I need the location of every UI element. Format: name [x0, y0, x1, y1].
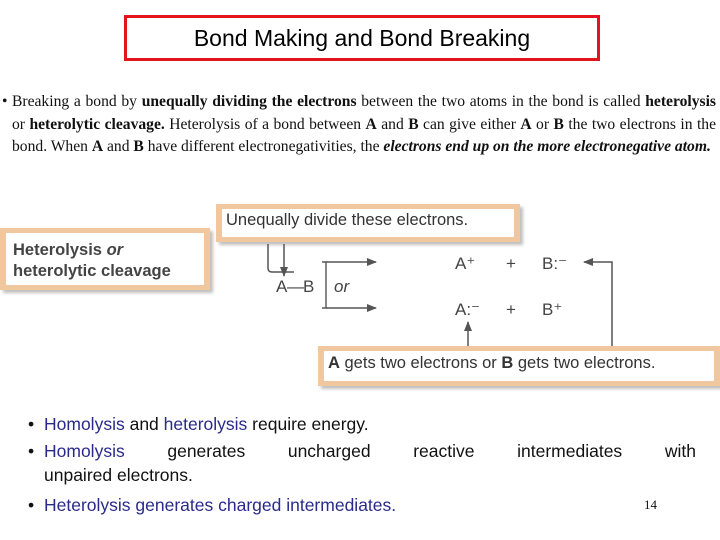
or-middle: or [334, 277, 350, 296]
curved-arrow [268, 244, 294, 272]
bullet-item: • Homolysis and heterolysis require energy. [28, 414, 369, 434]
intro-text: or [531, 115, 554, 133]
a-minus: A:⁻ [455, 300, 481, 319]
intro-bold: A [365, 115, 377, 133]
intro-text: the two electrons in the bond. When [12, 115, 716, 155]
intro-text: Breaking a bond by [12, 93, 142, 110]
intro-bold: A [520, 115, 532, 133]
heterolysis-label: Heterolysis [13, 241, 102, 259]
intro-text: or [12, 115, 30, 133]
intro-text: can give either [418, 115, 521, 133]
intro-bold: B [408, 115, 419, 133]
reaction-bracket [322, 262, 326, 308]
heterolysis-label-box [0, 228, 210, 290]
intro-bold: B [553, 115, 564, 133]
bond-a: A [276, 277, 288, 296]
intro-paragraph [2, 91, 716, 159]
plus-bottom: + [506, 300, 516, 319]
bullet-item: • Homolysis generates uncharged reactive intermediates with unpaired electrons. [28, 441, 696, 485]
b-plus: B⁺ [542, 300, 563, 319]
page-number: 14 [644, 497, 657, 512]
intro-bold: heterolysis [645, 93, 716, 110]
slide-title: Bond Making and Bond Breaking [193, 24, 531, 51]
title-box [124, 15, 600, 61]
intro-text: and [376, 115, 409, 133]
intro-text: have different electronegativities, the [143, 138, 384, 155]
unequal-label-box [216, 204, 520, 242]
bond-dash: — [287, 277, 304, 296]
intro-bold: A [91, 138, 104, 155]
heterolysis-term: heterolysis [163, 414, 248, 434]
intro-bold: unequally dividing the electrons [141, 93, 357, 110]
bond-b: B [303, 277, 315, 296]
gets-electrons-box [318, 346, 720, 386]
cleavage-label: heterolytic cleavage [13, 262, 171, 280]
intro-bullet: • [2, 93, 8, 110]
b-minus: B:⁻ [542, 254, 568, 273]
a-plus: A⁺ [455, 254, 476, 273]
summary-bullets [28, 412, 696, 521]
or-label: or [106, 241, 124, 259]
bullet-item: • Heterolysis generates charged intermediates. [28, 495, 397, 515]
intro-text: and [103, 138, 134, 155]
intro-text: Heterolysis of a bond between [164, 115, 366, 133]
unequal-label: Unequally divide these electrons. [226, 211, 469, 229]
gets-electrons-label: A gets two electrons or B gets two electrons. [328, 354, 656, 372]
intro-bold: heterolytic cleavage. [29, 115, 165, 133]
intro-bold-italic: electrons end up on the more electronegative atom. [383, 138, 711, 155]
homolysis-term: Homolysis [44, 414, 125, 434]
plus-top: + [506, 254, 516, 273]
intro-bold: B [133, 138, 144, 155]
intro-text: between the two atoms in the bond is called [356, 93, 646, 110]
arrow-to-b-minus [584, 262, 612, 346]
